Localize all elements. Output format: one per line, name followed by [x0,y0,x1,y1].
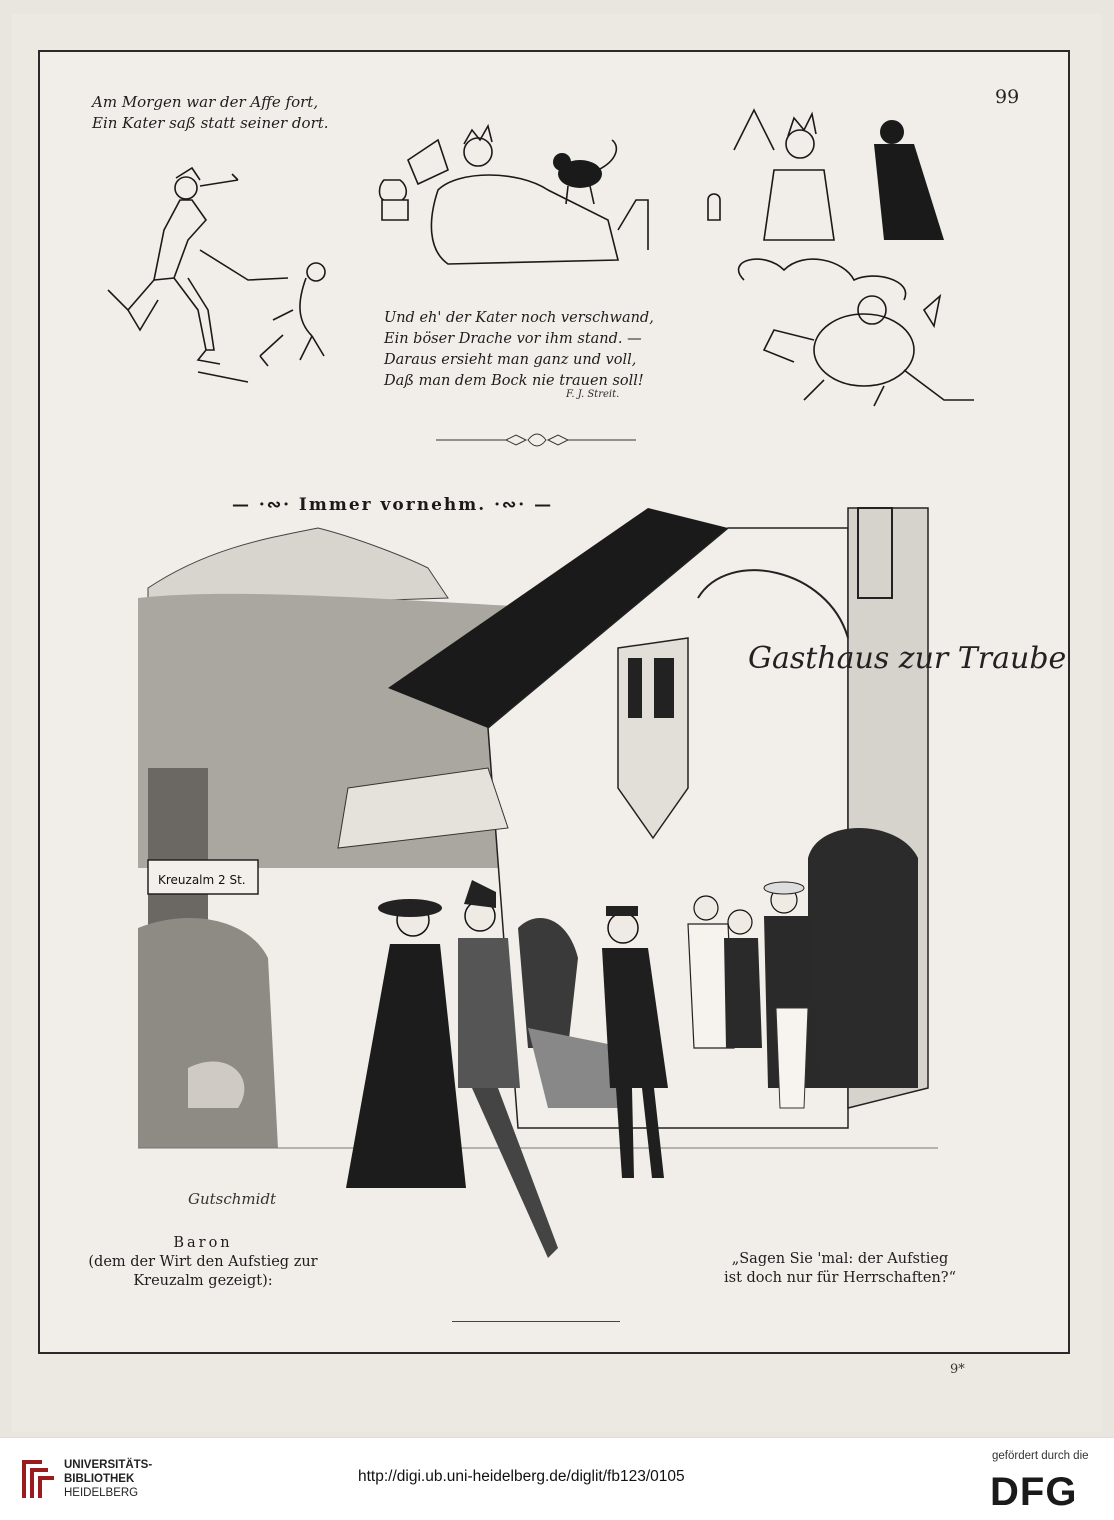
dfg-logo[interactable]: DFG [990,1470,1078,1514]
library-line: BIBLIOTHEK [64,1473,135,1485]
caption-baron [78,1234,328,1291]
permalink-url[interactable]: http://digi.ub.uni-heidelberg.de/diglit/fb123/0105 [358,1468,685,1485]
illustration-man-and-monkey [88,160,358,390]
caption-line: „Sagen Sie 'mal: der Aufstieg [731,1251,949,1267]
university-library-logo-icon[interactable] [18,1456,56,1502]
library-line: HEIDELBERG [64,1487,139,1499]
illustration-witch-and-dragon [704,100,1004,415]
poem-line: Ein böser Drache vor ihm stand. — [384,331,642,347]
poem-author: F. J. Streit. [566,389,620,400]
viewer-footer [0,1437,1114,1520]
bottom-divider [452,1321,620,1322]
illustration-inn-street-scene [128,488,1067,1196]
title-ornament-right: ·∾· — [494,495,554,515]
caption-speaker: Baron [173,1235,233,1251]
ornamental-divider [436,432,636,448]
poem-bottom-verse [384,308,654,392]
cartoon-title-text: Immer vornehm. [298,495,487,515]
poem-line: Daraus ersieht man ganz und voll, [384,352,637,368]
poem-line: Daß man dem Bock nie trauen soll! [384,373,644,389]
poem-top-verse [92,92,329,134]
funding-note: gefördert durch die [992,1450,1089,1462]
caption-line: (dem der Wirt den Aufstieg zur [88,1254,318,1270]
poem-line: Am Morgen war der Affe fort, [92,93,319,111]
caption-line: Kreuzalm gezeigt): [133,1273,273,1289]
artist-signature: Gutschmidt [188,1190,277,1208]
illustration-man-in-bed-with-cat [368,100,668,270]
caption-line: ist doch nur für Herrschaften?“ [724,1270,956,1286]
signpost-text: Kreuzalm 2 St. [158,873,246,887]
inn-sign-text: Gasthaus zur Traube [748,641,1067,676]
poem-line: Und eh' der Kater noch verschwand, [384,310,654,326]
poem-line: Ein Kater saß statt seiner dort. [92,114,329,132]
sheet-signature-mark: 9* [950,1362,965,1377]
university-library-name [64,1458,152,1500]
page-number: 99 [995,86,1020,108]
library-line: UNIVERSITÄTS- [64,1459,153,1471]
figure-lady [346,899,466,1188]
title-ornament-left: — ·∾· [232,495,299,515]
caption-quote [690,1250,990,1288]
